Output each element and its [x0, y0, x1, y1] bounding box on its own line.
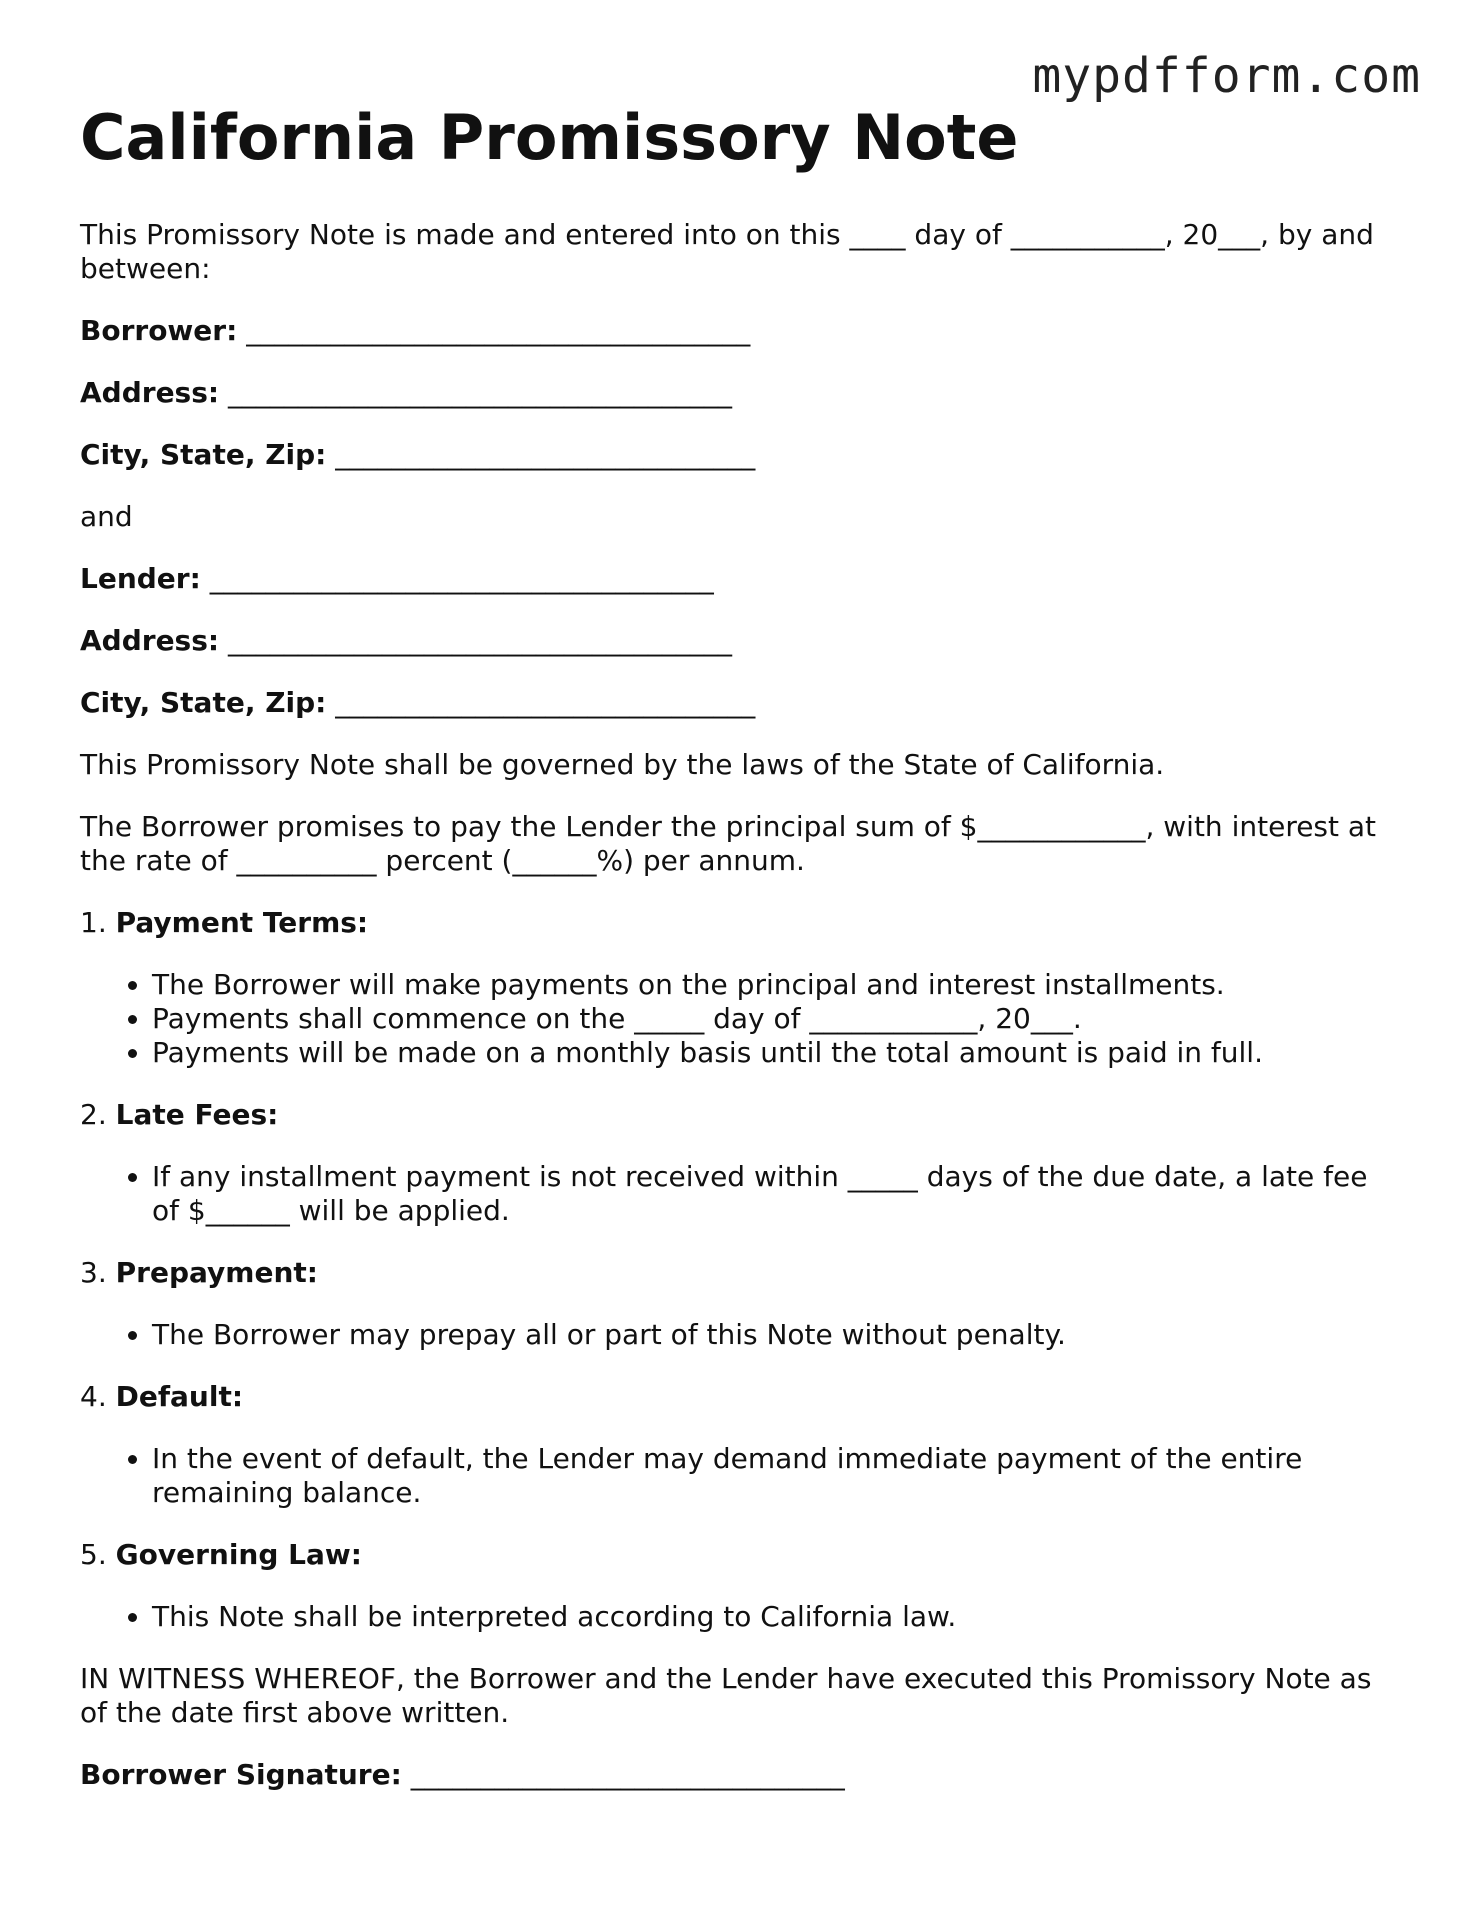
and-text: and	[80, 500, 133, 533]
section-heading-prepayment	[80, 1256, 1390, 1290]
section-title: Late Fees:	[115, 1098, 279, 1131]
lender-name-label: Lender:	[80, 562, 201, 595]
section-number: 3.	[80, 1256, 107, 1289]
borrower-city-label: City, State, Zip:	[80, 438, 327, 471]
list-item: • In the event of default, the Lender may demand immediate payment of the entire remaining balance.	[152, 1442, 1390, 1510]
governing-law-list	[80, 1600, 1390, 1634]
promise-paragraph: The Borrower promises to pay the Lender the principal sum of $____________, with interest at the rate of __________ percent (______%) per annum.	[80, 810, 1377, 877]
lender-city-field[interactable]: ______________________________	[335, 686, 756, 719]
lender-address-label: Address:	[80, 624, 220, 657]
borrower-city-row	[80, 438, 1390, 472]
borrower-name-label: Borrower:	[80, 314, 238, 347]
borrower-signature-field[interactable]: _______________________________	[410, 1758, 845, 1791]
witness-paragraph: IN WITNESS WHEREOF, the Borrower and the Lender have executed this Promissory Note as of the date first above written.	[80, 1662, 1372, 1729]
section-heading-default	[80, 1380, 1390, 1414]
lender-city-row	[80, 686, 1390, 720]
section-number: 2.	[80, 1098, 107, 1131]
list-item: • The Borrower will make payments on the principal and interest installments.	[152, 968, 1390, 1002]
page-title: California Promissory Note	[80, 101, 1019, 174]
list-item: • Payments shall commence on the _____ day of ____________, 20___.	[152, 1002, 1390, 1036]
payment-terms-list	[80, 968, 1390, 1070]
section-heading-governing-law	[80, 1538, 1390, 1572]
lender-city-label: City, State, Zip:	[80, 686, 327, 719]
borrower-name-field[interactable]: ____________________________________	[246, 314, 751, 347]
section-title: Default:	[115, 1380, 244, 1413]
borrower-address-label: Address:	[80, 376, 220, 409]
prepayment-list	[80, 1318, 1390, 1352]
watermark: mypdfform.com	[1032, 48, 1421, 104]
section-title: Prepayment:	[115, 1256, 318, 1289]
list-item: • The Borrower may prepay all or part of this Note without penalty.	[152, 1318, 1390, 1352]
section-heading-payment-terms	[80, 906, 1390, 940]
lender-name-field[interactable]: ____________________________________	[209, 562, 714, 595]
list-item: • This Note shall be interpreted according to California law.	[152, 1600, 1390, 1634]
list-item: • If any installment payment is not received within _____ days of the due date, a late fee of $______ will be applied.	[152, 1160, 1390, 1228]
lender-address-field[interactable]: ____________________________________	[228, 624, 732, 657]
document-page	[80, 100, 1390, 1820]
late-fees-list	[80, 1160, 1390, 1228]
borrower-signature-label: Borrower Signature:	[80, 1758, 402, 1791]
section-number: 4.	[80, 1380, 107, 1413]
section-heading-late-fees	[80, 1098, 1390, 1132]
borrower-signature-row	[80, 1758, 1390, 1792]
section-title: Governing Law:	[115, 1538, 362, 1571]
governed-paragraph: This Promissory Note shall be governed by the laws of the State of California.	[80, 748, 1165, 781]
section-title: Payment Terms:	[115, 906, 369, 939]
section-number: 5.	[80, 1538, 107, 1571]
borrower-name-row	[80, 314, 1390, 348]
lender-address-row	[80, 624, 1390, 658]
borrower-address-field[interactable]: ____________________________________	[228, 376, 732, 409]
list-item: • Payments will be made on a monthly basis until the total amount is paid in full.	[152, 1036, 1390, 1070]
borrower-city-field[interactable]: ______________________________	[335, 438, 756, 471]
borrower-address-row	[80, 376, 1390, 410]
intro-paragraph: This Promissory Note is made and entered into on this ____ day of ___________, 20___, by and between:	[80, 218, 1374, 285]
section-number: 1.	[80, 906, 107, 939]
lender-name-row	[80, 562, 1390, 596]
default-list	[80, 1442, 1390, 1510]
